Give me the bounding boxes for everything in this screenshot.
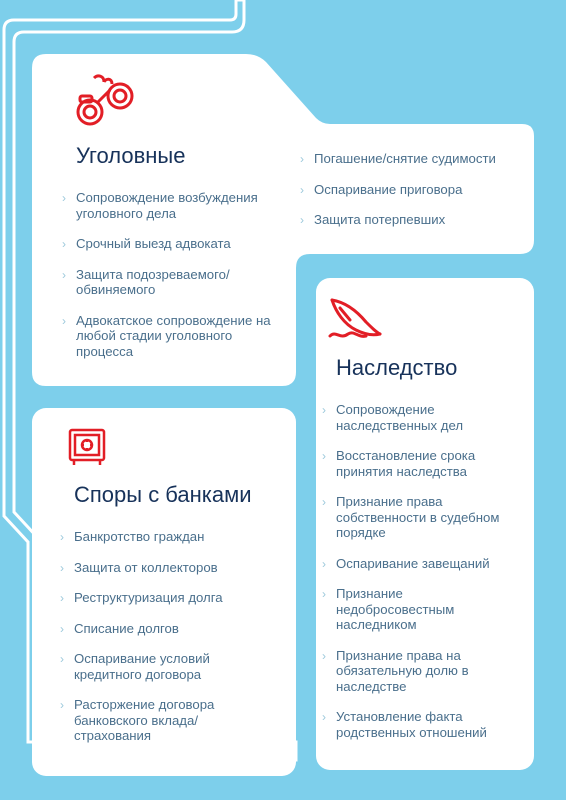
banks-card (32, 408, 296, 776)
chevron-right-icon: › (62, 191, 66, 205)
safe-icon (68, 428, 106, 468)
list-item: › Защита от коллекторов (60, 559, 218, 575)
list-item: › Оспаривание завещаний (322, 555, 490, 571)
quill-pen-icon (326, 296, 386, 344)
inheritance-list (322, 402, 524, 755)
inheritance-title: Наследство (336, 355, 458, 380)
chevron-right-icon: › (322, 556, 326, 571)
chevron-right-icon: › (322, 403, 326, 417)
banks-list (60, 529, 286, 759)
list-item: › Оспаривание приговора (300, 181, 463, 197)
list-item: › Признание права на обязательную долю в наследстве (322, 647, 469, 694)
criminal-list-left (62, 190, 284, 374)
list-item: › Оспаривание условий кредитного договора (60, 651, 210, 682)
criminal-list-right (300, 151, 528, 243)
list-item: › Банкротство граждан (60, 529, 205, 544)
list-item: › Установление факта родственных отношений (322, 709, 487, 740)
chevron-right-icon: › (60, 698, 64, 712)
chevron-right-icon: › (60, 652, 64, 666)
banks-title: Споры с банками (74, 482, 252, 507)
list-item: › Сопровождение наследственных дел (322, 402, 464, 433)
chevron-right-icon: › (60, 591, 64, 605)
list-item: › Срочный выезд адвоката (62, 236, 231, 251)
chevron-right-icon: › (300, 152, 304, 166)
chevron-right-icon: › (62, 237, 66, 251)
list-item: › Сопровождение возбуждения уголовного дела (62, 190, 258, 221)
handcuffs-icon (74, 74, 140, 130)
inheritance-card (316, 278, 534, 770)
chevron-right-icon: › (62, 267, 66, 282)
list-item: › Реструктуризация долга (60, 590, 223, 605)
list-item: › Восстановление срока принятия наследства (322, 448, 476, 479)
chevron-right-icon: › (322, 587, 326, 601)
chevron-right-icon: › (60, 530, 64, 544)
chevron-right-icon: › (322, 710, 326, 724)
list-item: › Признание недобросовестным наследником (322, 586, 455, 632)
list-item: › Защита подозреваемого/ обвиняемого (62, 266, 230, 297)
chevron-right-icon: › (300, 213, 304, 227)
chevron-right-icon: › (322, 449, 326, 463)
list-item: › Списание долгов (60, 620, 179, 636)
criminal-title: Уголовные (76, 143, 186, 168)
list-item: › Расторжение договора банковского вклада/ страхования (60, 697, 215, 743)
list-item: › Погашение/снятие судимости (300, 151, 496, 166)
list-item: › Защита потерпевших (300, 212, 446, 227)
chevron-right-icon: › (322, 648, 326, 663)
chevron-right-icon: › (300, 182, 304, 197)
chevron-right-icon: › (62, 313, 66, 328)
list-item: › Признание права собственности в судебном порядке (322, 494, 500, 540)
chevron-right-icon: › (60, 560, 64, 575)
chevron-right-icon: › (322, 495, 326, 509)
chevron-right-icon: › (60, 621, 64, 636)
list-item: › Адвокатское сопровождение на любой стадии уголовного процесса (62, 312, 271, 359)
